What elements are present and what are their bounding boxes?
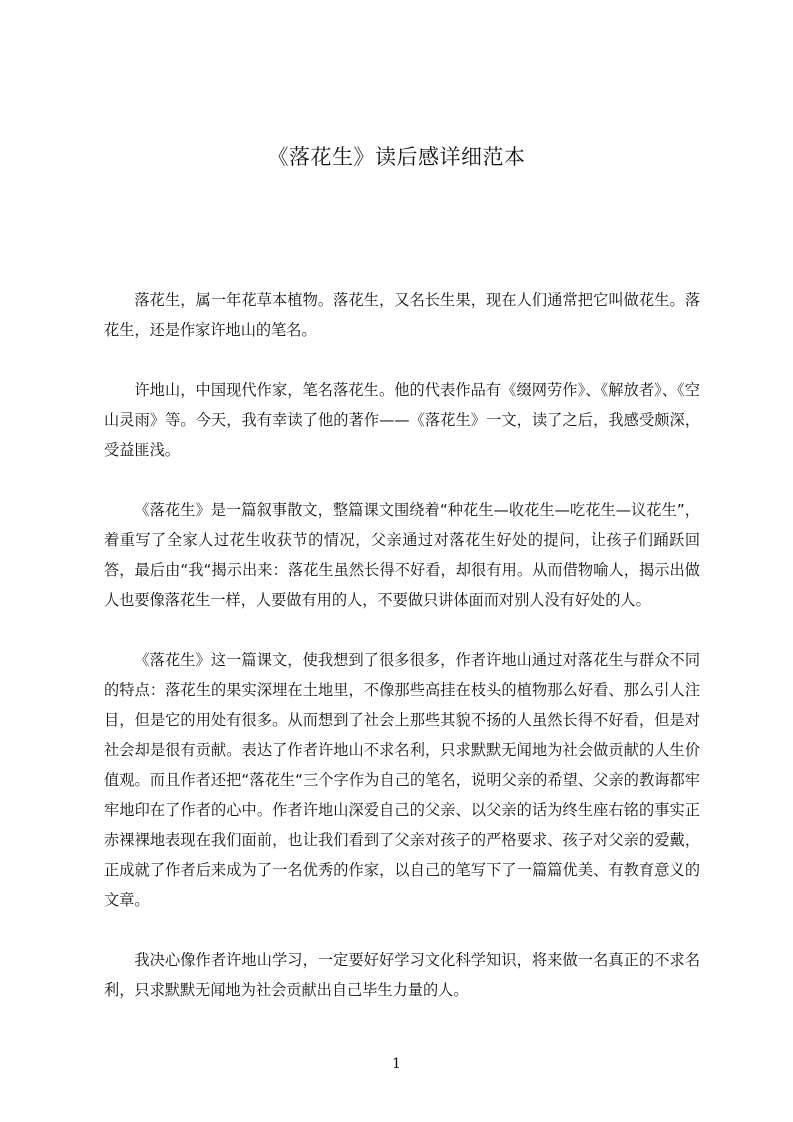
paragraph-5: 我决心像作者许地山学习，一定要好好学习文化科学知识，将来做一名真正的不求名利，只求默默无闻地为社会贡献出自己毕生力量的人。	[104, 951, 700, 999]
page-title: 《落花生》读后感详细范本	[267, 145, 526, 169]
paragraph-1: 落花生，属一年花草本植物。落花生，又名长生果，现在人们通常把它叫做花生。落花生，还是作家许地山的笔名。	[104, 291, 700, 339]
paragraph-2: 许地山，中国现代作家，笔名落花生。他的代表作品有《缀网劳作》、《解放者》、《空山灵雨》等。今天，我有幸读了他的著作——《落花生》一文，读了之后，我感受颇深，受益匪浅。	[104, 381, 700, 459]
paragraph-3: 《落花生》是一篇叙事散文，整篇课文围绕着“种花生—收花生—吃花生—议花生”，着重写了全家人过花生收获节的情况，父亲通过对落花生好处的提问，让孩子们踊跃回答，最后由“我“揭示出来：落花生虽然长得不好看，却很有用。从而借物喻人，揭示出做人也要像落花生一样，人要做有用的人，不要做只讲体面而对别人没有好处的人。	[104, 501, 700, 609]
page-number: 1	[392, 1056, 401, 1072]
document-body	[104, 285, 700, 1035]
paragraph-4: 《落花生》这一篇课文，使我想到了很多很多，作者许地山通过对落花生与群众不同的特点：落花生的果实深埋在土地里，不像那些高挂在枝头的植物那么好看、那么引人注目，但是它的用处有很多。从而想到了社会上那些其貌不扬的人虽然长得不好看，但是对社会却是很有贡献。表达了作者许地山不求名利，只求默默无闻地为社会做贡献的人生价值观。而且作者还把“落花生“三个字作为自己的笔名，说明父亲的希望、父亲的教诲都牢牢地印在了作者的心中。作者许地山深爱自己的父亲、以父亲的话为终生座右铭的事实正赤裸裸地表现在我们面前，也让我们看到了父亲对孩子的严格要求、孩子对父亲的爱戴，正成就了作者后来成为了一名优秀的作家，以自己的笔写下了一篇篇优美、有教育意义的文章。	[104, 651, 700, 909]
